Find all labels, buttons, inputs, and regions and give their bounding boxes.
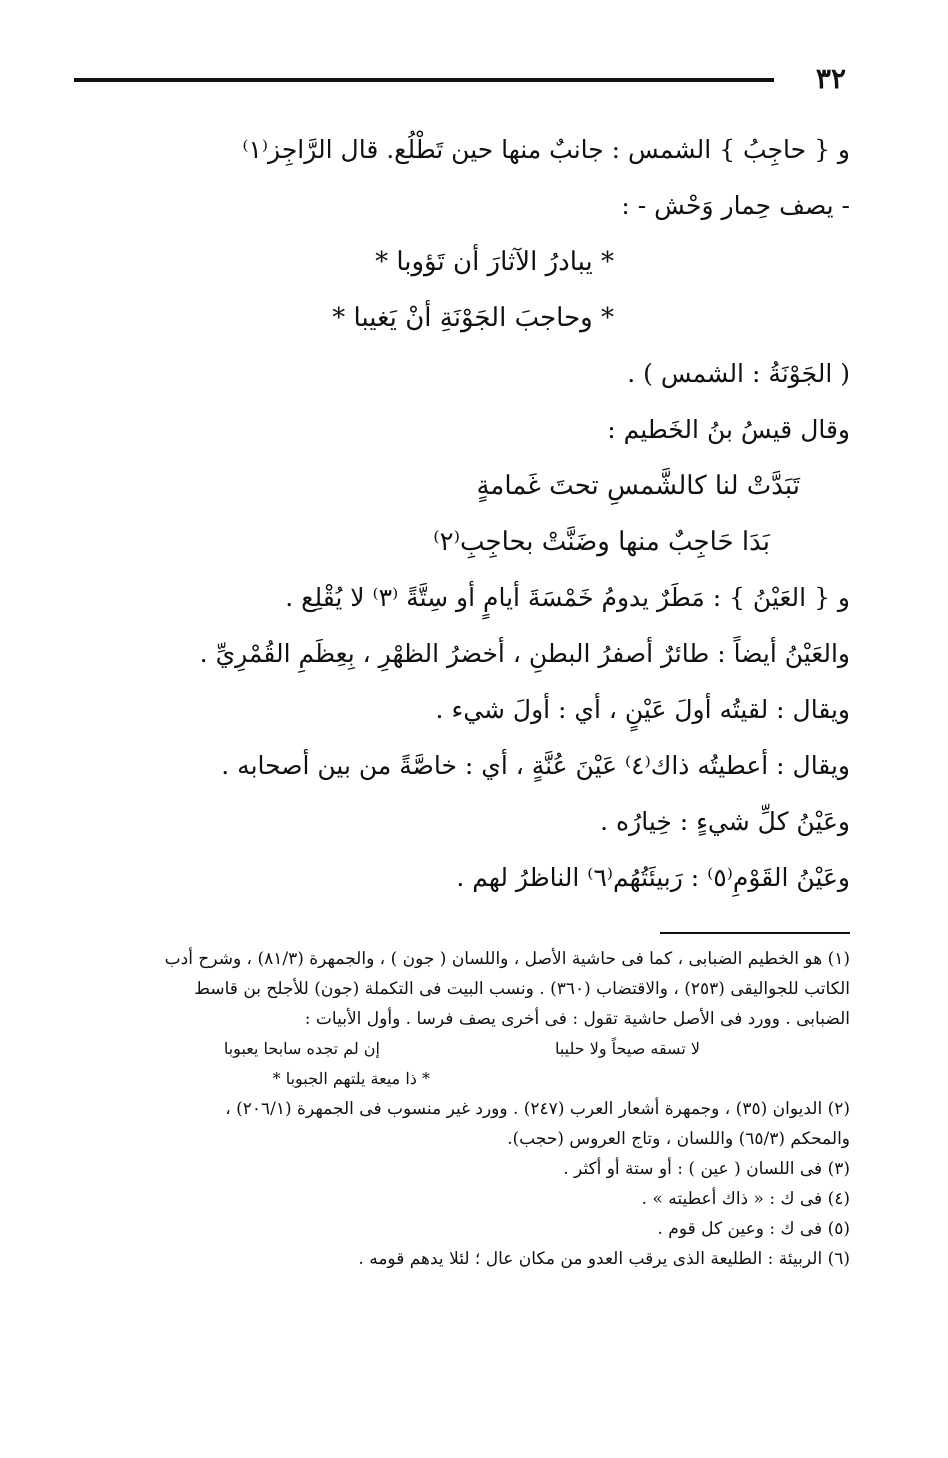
text-line: و { حاجِبُ } الشمس : جانبٌ منها حين تَطْلُع. قال الرَّاجِز⁽١⁾	[242, 135, 850, 164]
poem-hemistich-second: إن لم تجده سابحا يعبوبا	[223, 1039, 380, 1058]
verse-line: بَدَا حَاجِبٌ منها وضَنَّتْ بحاجِبِ⁽٢⁾	[433, 527, 770, 557]
footnote-2-line: (٢) الديوان (٣٥) ، وجمهرة أشعار العرب (٢٤٧) . وورد غير منسوب فى الجمهرة (٢٠٦/١) ،	[225, 1099, 850, 1119]
text-line: ويقال : لقيتُه أولَ عَيْنٍ ، أي : أولَ شيء .	[435, 695, 850, 724]
footnote-5: (٥) فى ك : وعين كل قوم .	[657, 1219, 850, 1239]
text-line: و { العَيْنُ } : مَطَرٌ يدومُ خَمْسَةَ أيامٍ أو سِتَّةً ⁽٣⁾ لا يُقْلِع .	[285, 583, 850, 612]
page-number: ٣٢	[815, 62, 846, 95]
poem-hemistich-first: لا تسقه صيحاً ولا حليبا	[554, 1039, 700, 1058]
header-rule	[74, 78, 774, 82]
footnote-1-line: (١) هو الخطيم الضبابى ، كما فى حاشية الأصل ، واللسان ( جون ) ، والجمهرة (٨١/٣) ، وشرح أدب	[164, 949, 850, 969]
main-text	[80, 135, 850, 919]
verse-line: * وحاجبَ الجَوْنَةِ أنْ يَغيبا *	[332, 303, 614, 333]
text-line: ( الجَوْنَةُ : الشمس ) .	[627, 359, 850, 388]
footnote-poem-verse	[56, 1034, 850, 1064]
verse-line: * يبادرُ الآثارَ أن تَؤوبا *	[375, 247, 614, 277]
text-line: ويقال : أعطيتُه ذاك⁽٤⁾ عَيْنَ عُنَّةٍ ، أي : خاصَّةً من بين أصحابه .	[221, 751, 850, 780]
footnote-rule	[660, 932, 850, 934]
footnote-4: (٤) فى ك : « ذاك أعطيته » .	[641, 1189, 850, 1209]
text-line: - يصف حِمار وَحْش - :	[621, 191, 850, 220]
footnote-6: (٦) الربيئة : الطليعة الذى يرقب العدو من مكان عال ؛ لئلا يدهم قومه .	[358, 1249, 850, 1269]
text-line: وعَيْنُ القَوْمِ⁽٥⁾ : رَبيئَتُهُم⁽٦⁾ الناظرُ لهم .	[456, 863, 850, 892]
footnote-poem-line: * ذا ميعة يلتهم الجبوبا *	[272, 1069, 430, 1088]
footnote-1-line: الضبابى . وورد فى الأصل حاشية تقول : فى أخرى يصف فرسا . وأول الأبيات :	[304, 1009, 850, 1029]
footnotes	[56, 944, 850, 1274]
text-line: والعَيْنُ أيضاً : طائرٌ أصفرُ البطنِ ، أخضرُ الظهْرِ ، بِعِظَمِ القُمْرِيِّ .	[199, 639, 850, 668]
footnote-3: (٣) فى اللسان ( عين ) : أو ستة أو أكثر .	[563, 1159, 850, 1179]
footnote-1-line: الكاتب للجواليقى (٢٥٣) ، والاقتضاب (٣٦٠) . ونسب البيت فى التكملة (جون) للأجلح بن قاسط	[194, 979, 850, 999]
page-header	[70, 62, 850, 102]
footnote-2-line: والمحكم (٦٥/٣) واللسان ، وتاج العروس (حجب).	[507, 1129, 850, 1149]
text-line: وقال قيسُ بنُ الخَطيم :	[607, 415, 850, 444]
verse-line: تَبَدَّتْ لنا كالشَّمسِ تحتَ غَمامةٍ	[476, 471, 800, 501]
text-line: وعَيْنُ كلِّ شيءٍ : خِيارُه .	[600, 807, 850, 836]
